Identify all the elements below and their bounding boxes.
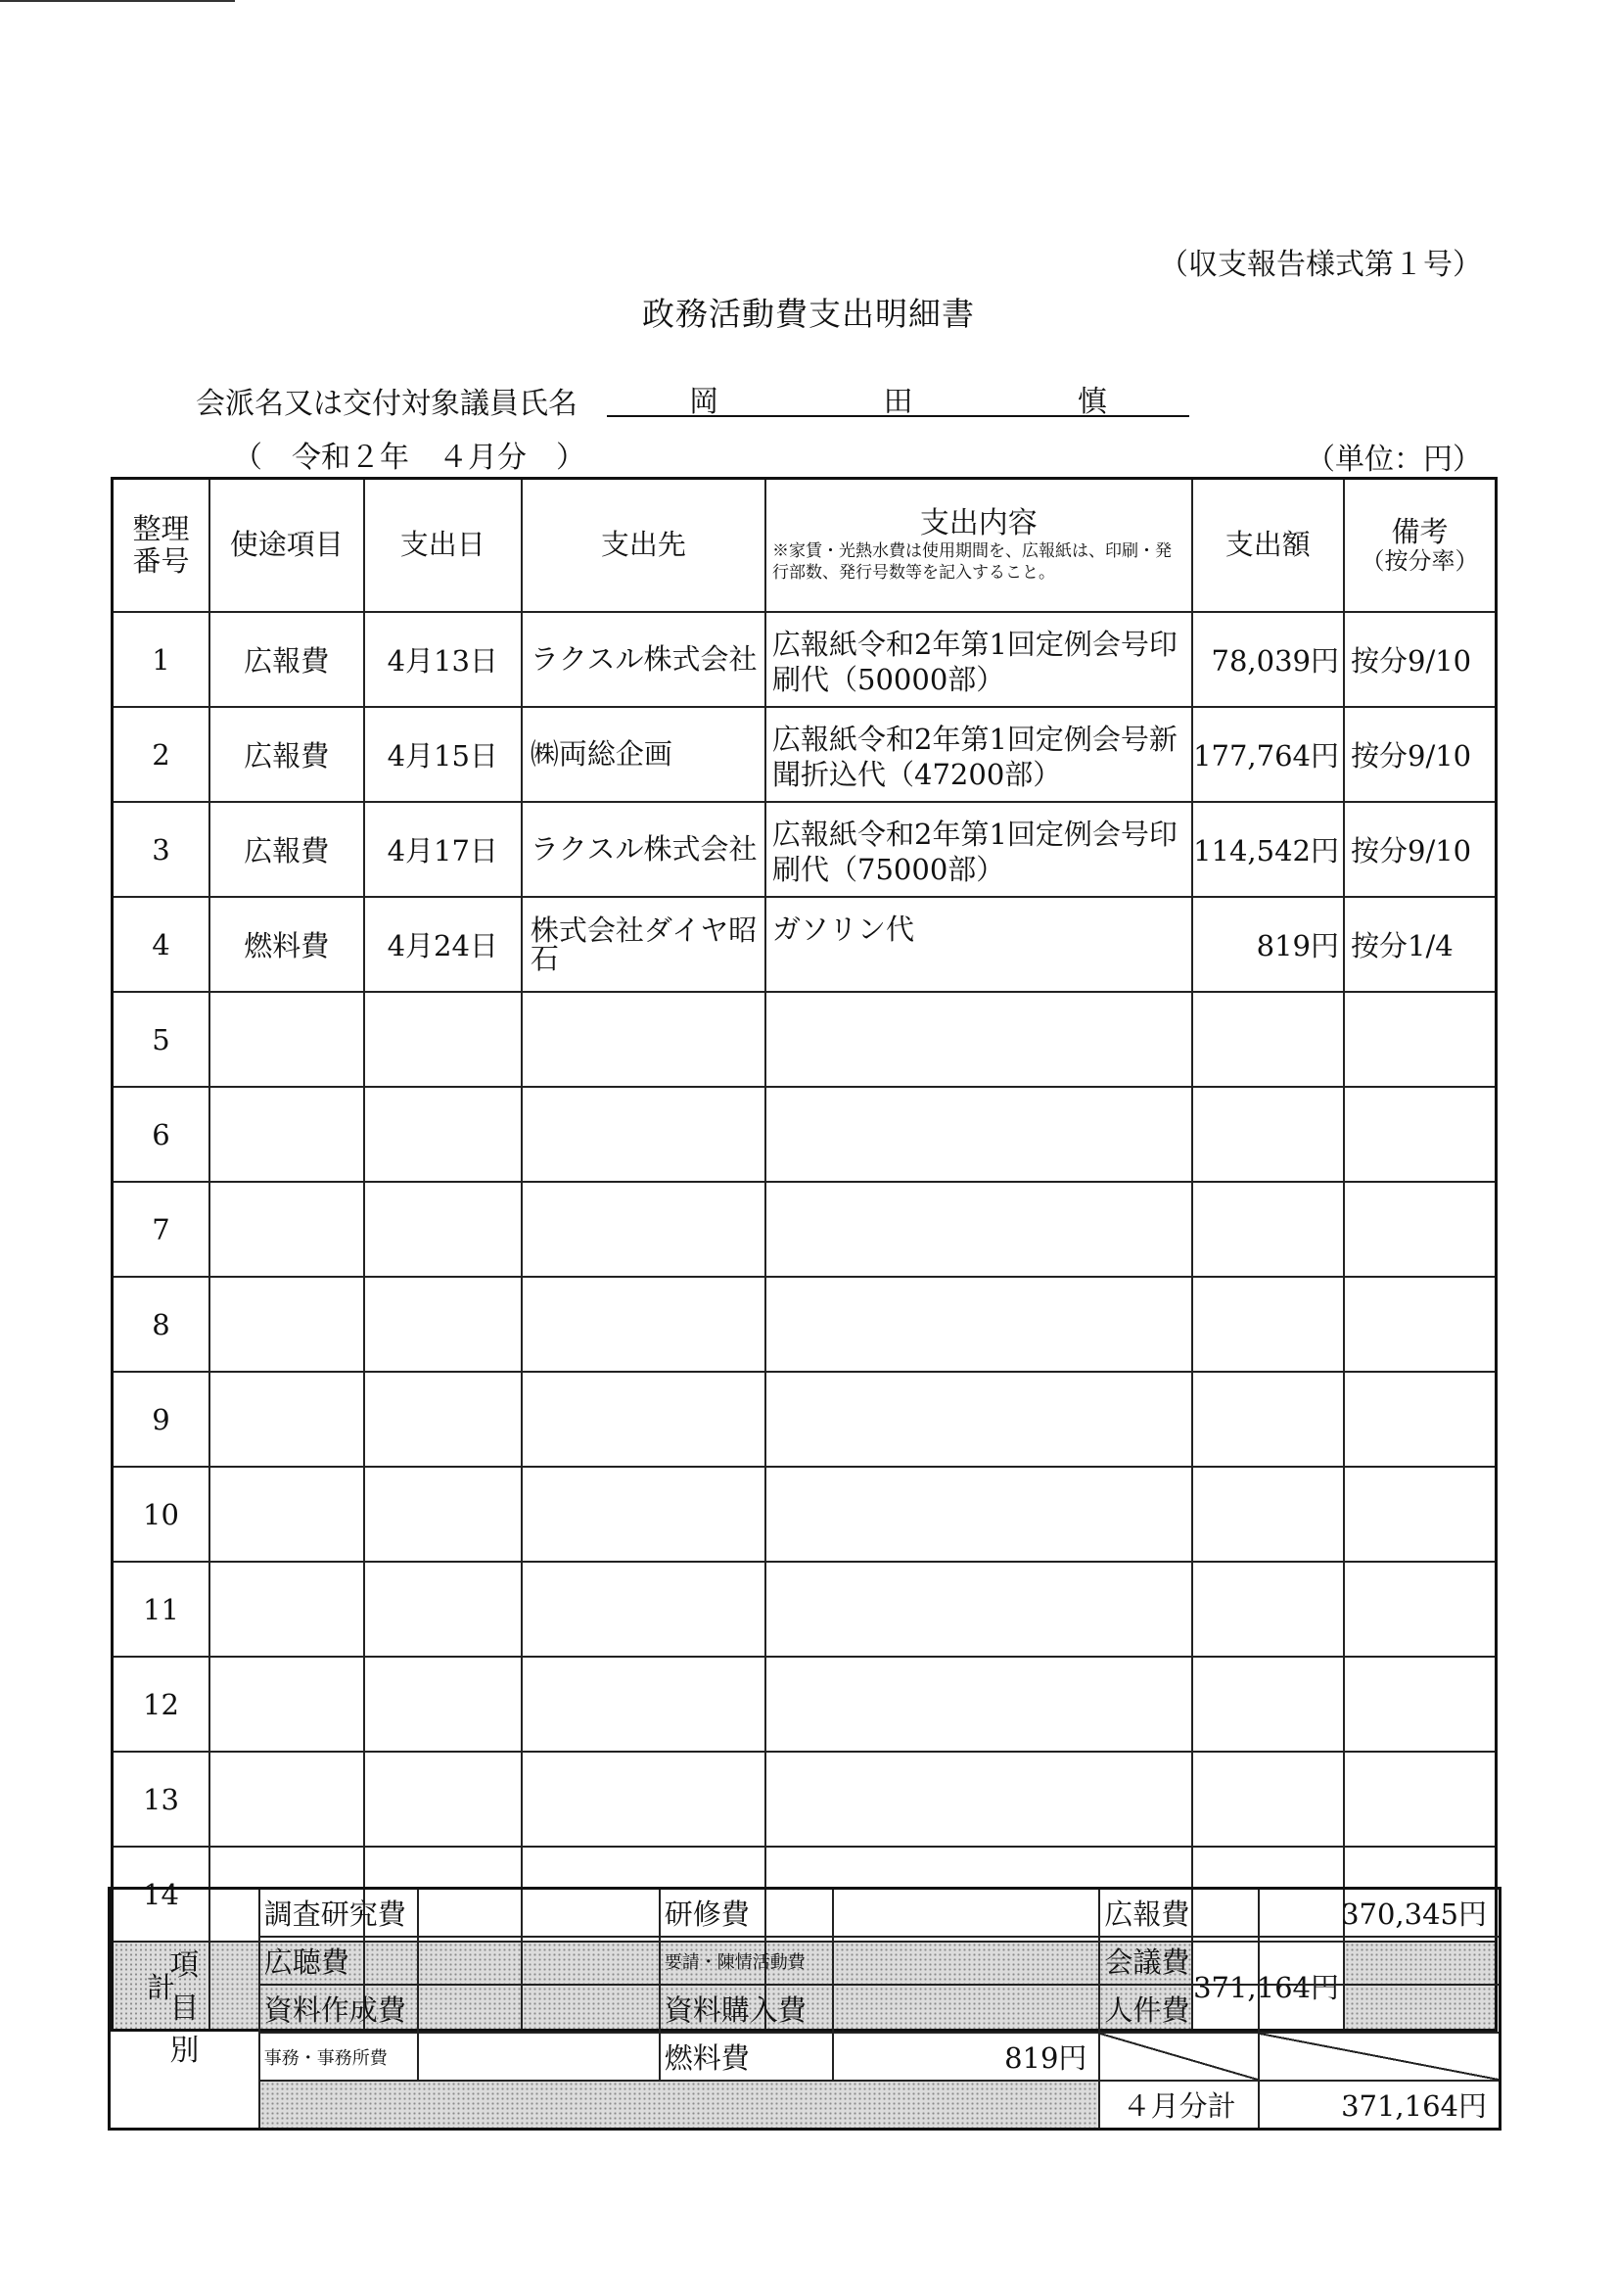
category-row xyxy=(110,1937,1501,1985)
expense-detail-table xyxy=(111,477,1498,2032)
row-category: 燃料費 xyxy=(209,897,364,992)
header-amount: 支出額 xyxy=(1192,479,1344,613)
row-note xyxy=(1344,1372,1497,1467)
category-side-text: 項 目 別 xyxy=(169,1948,200,2069)
row-date xyxy=(364,1467,522,1562)
row-category xyxy=(209,1467,364,1562)
row-amount xyxy=(1192,1182,1344,1277)
header-date: 支出日 xyxy=(364,479,522,613)
row-note xyxy=(1344,1752,1497,1847)
row-category: 広報費 xyxy=(209,707,364,802)
row-payee xyxy=(522,1372,765,1467)
header-content-title: 支出内容 xyxy=(919,505,1038,540)
row-no: 9 xyxy=(113,1372,209,1467)
row-content: 広報紙令和2年第1回定例会号印刷代（75000部） xyxy=(765,802,1192,897)
hatched-blank xyxy=(259,2081,1100,2130)
row-content: 広報紙令和2年第1回定例会号印刷代（50000部） xyxy=(765,612,1192,707)
pr-value: 370,345円 xyxy=(1259,1889,1501,1938)
diagonal-blank xyxy=(1099,2033,1258,2081)
row-amount: 177,764円 xyxy=(1192,707,1344,802)
table-row xyxy=(113,1657,1497,1752)
header-content-note: ※家賃・光熱水費は使用期間を、広報紙は、印刷・発行部数、発行号数等を記入すること。 xyxy=(772,541,1173,584)
row-content xyxy=(765,1752,1192,1847)
table-row xyxy=(113,992,1497,1087)
row-no: 4 xyxy=(113,897,209,992)
by-category-table xyxy=(108,1887,1502,2131)
materials-purchase-value xyxy=(833,1985,1099,2033)
monthly-total-label: ４月分計 xyxy=(1099,2081,1258,2130)
row-note: 按分9/10 xyxy=(1344,612,1497,707)
row-category: 広報費 xyxy=(209,802,364,897)
diagonal-blank xyxy=(1259,2033,1501,2081)
member-name-char: 田 xyxy=(883,385,913,419)
row-no: 12 xyxy=(113,1657,209,1752)
row-no: 7 xyxy=(113,1182,209,1277)
row-category xyxy=(209,1657,364,1752)
row-date xyxy=(364,1752,522,1847)
row-date xyxy=(364,1087,522,1182)
row-note xyxy=(1344,1467,1497,1562)
row-payee: ラクスル株式会社 xyxy=(522,802,765,897)
member-name-underline xyxy=(607,415,1189,417)
row-amount xyxy=(1192,1562,1344,1657)
row-date xyxy=(364,1277,522,1372)
row-content xyxy=(765,1277,1192,1372)
row-note: 按分9/10 xyxy=(1344,707,1497,802)
row-no: 8 xyxy=(113,1277,209,1372)
table-row xyxy=(113,1087,1497,1182)
row-no: 13 xyxy=(113,1752,209,1847)
row-category xyxy=(209,1372,364,1467)
row-payee xyxy=(522,1752,765,1847)
row-note: 按分1/4 xyxy=(1344,897,1497,992)
row-no: 10 xyxy=(113,1467,209,1562)
table-row xyxy=(113,1467,1497,1562)
row-date: 4月13日 xyxy=(364,612,522,707)
table-row xyxy=(113,1562,1497,1657)
row-category xyxy=(209,1182,364,1277)
row-amount xyxy=(1192,1752,1344,1847)
header-payee: 支出先 xyxy=(522,479,765,613)
row-category xyxy=(209,1562,364,1657)
table-row xyxy=(113,1277,1497,1372)
row-amount: 819円 xyxy=(1192,897,1344,992)
row-date xyxy=(364,1657,522,1752)
category-row xyxy=(110,1985,1501,2033)
row-no: 6 xyxy=(113,1087,209,1182)
row-amount: 114,542円 xyxy=(1192,802,1344,897)
training-value xyxy=(833,1889,1099,1938)
row-no: 2 xyxy=(113,707,209,802)
materials-prep-label: 資料作成費 xyxy=(259,1985,418,2033)
training-label: 研修費 xyxy=(660,1889,834,1938)
row-payee xyxy=(522,1182,765,1277)
row-amount: 78,039円 xyxy=(1192,612,1344,707)
row-content xyxy=(765,1087,1192,1182)
category-row xyxy=(110,2033,1501,2081)
category-row xyxy=(110,1889,1501,1938)
scan-top-line xyxy=(0,0,235,2)
meeting-value xyxy=(1259,1937,1501,1985)
total-label: 計 xyxy=(113,1942,209,2031)
row-category xyxy=(209,1087,364,1182)
row-note xyxy=(1344,1087,1497,1182)
row-content xyxy=(765,1657,1192,1752)
row-amount xyxy=(1192,1657,1344,1752)
hearing-value xyxy=(418,1937,660,1985)
row-no: 5 xyxy=(113,992,209,1087)
fuel-label: 燃料費 xyxy=(660,2033,834,2081)
office-value xyxy=(418,2033,660,2081)
row-amount xyxy=(1192,1277,1344,1372)
row-date xyxy=(364,1562,522,1657)
table-row xyxy=(113,707,1497,802)
petition-value xyxy=(833,1937,1099,1985)
row-note xyxy=(1344,1562,1497,1657)
fuel-value: 819円 xyxy=(833,2033,1099,2081)
row-content: ガソリン代 xyxy=(765,897,1192,992)
row-no: 1 xyxy=(113,612,209,707)
unit-label: （単位：円） xyxy=(1306,443,1482,477)
row-note xyxy=(1344,1182,1497,1277)
header-note-sub: （按分率） xyxy=(1361,546,1479,575)
member-name-char: 岡 xyxy=(689,385,719,419)
row-payee xyxy=(522,1562,765,1657)
report-period: （ 令和２年 ４月分 ） xyxy=(233,441,585,475)
table-row xyxy=(113,1752,1497,1847)
row-note xyxy=(1344,1657,1497,1752)
member-name xyxy=(607,377,1189,420)
row-content xyxy=(765,1467,1192,1562)
row-payee xyxy=(522,1467,765,1562)
row-date: 4月17日 xyxy=(364,802,522,897)
petition-label: 要請・陳情活動費 xyxy=(660,1937,834,1985)
header-content xyxy=(765,479,1192,613)
table-row xyxy=(113,897,1497,992)
row-note: 按分9/10 xyxy=(1344,802,1497,897)
total-amount: 371,164円 xyxy=(1192,1942,1344,2031)
header-note-title: 備考 xyxy=(1391,514,1449,548)
row-amount xyxy=(1192,1372,1344,1467)
table-row xyxy=(113,1372,1497,1467)
row-payee xyxy=(522,1277,765,1372)
form-number: （収支報告様式第１号） xyxy=(1159,248,1482,282)
research-label: 調査研究費 xyxy=(259,1889,418,1938)
row-amount xyxy=(1192,1087,1344,1182)
row-content: 広報紙令和2年第1回定例会号新聞折込代（47200部） xyxy=(765,707,1192,802)
personnel-value xyxy=(1259,1985,1501,2033)
row-content xyxy=(765,1182,1192,1277)
hearing-label: 広聴費 xyxy=(259,1937,418,1985)
meeting-label: 会議費 xyxy=(1099,1937,1258,1985)
research-value xyxy=(418,1889,660,1938)
row-date: 4月15日 xyxy=(364,707,522,802)
row-note xyxy=(1344,992,1497,1087)
row-payee: ㈱両総企画 xyxy=(522,707,765,802)
row-amount xyxy=(1192,1467,1344,1562)
row-date xyxy=(364,992,522,1087)
row-payee: 株式会社ダイヤ昭石 xyxy=(522,897,765,992)
pr-label: 広報費 xyxy=(1099,1889,1258,1938)
header-no xyxy=(113,479,209,613)
table-header-row xyxy=(113,479,1497,613)
row-content xyxy=(765,1372,1192,1467)
row-category xyxy=(209,992,364,1087)
row-date xyxy=(364,1182,522,1277)
category-total-row xyxy=(110,2081,1501,2130)
row-category: 広報費 xyxy=(209,612,364,707)
header-no-text: 整理 番号 xyxy=(132,511,190,578)
row-payee xyxy=(522,992,765,1087)
row-no: 3 xyxy=(113,802,209,897)
monthly-total-value: 371,164円 xyxy=(1259,2081,1501,2130)
row-note xyxy=(1344,1277,1497,1372)
row-payee: ラクスル株式会社 xyxy=(522,612,765,707)
materials-purchase-label: 資料購入費 xyxy=(660,1985,834,2033)
row-date xyxy=(364,1372,522,1467)
row-date: 4月24日 xyxy=(364,897,522,992)
header-category: 使途項目 xyxy=(209,479,364,613)
member-label: 会派名又は交付対象議員氏名 xyxy=(196,387,578,421)
row-payee xyxy=(522,1657,765,1752)
row-content xyxy=(765,1562,1192,1657)
row-payee xyxy=(522,1087,765,1182)
document-title: 政務活動費支出明細書 xyxy=(642,295,975,333)
row-category xyxy=(209,1277,364,1372)
header-note xyxy=(1344,479,1497,613)
table-row xyxy=(113,1182,1497,1277)
row-content xyxy=(765,992,1192,1087)
row-no: 11 xyxy=(113,1562,209,1657)
row-category xyxy=(209,1752,364,1847)
materials-prep-value xyxy=(418,1985,660,2033)
office-label: 事務・事務所費 xyxy=(259,2033,418,2081)
personnel-label: 人件費 xyxy=(1099,1985,1258,2033)
table-row xyxy=(113,802,1497,897)
member-name-char: 慎 xyxy=(1077,385,1107,419)
category-side-label xyxy=(110,1889,259,2130)
row-no: 14 xyxy=(113,1847,209,1942)
row-amount xyxy=(1192,992,1344,1087)
table-row xyxy=(113,612,1497,707)
